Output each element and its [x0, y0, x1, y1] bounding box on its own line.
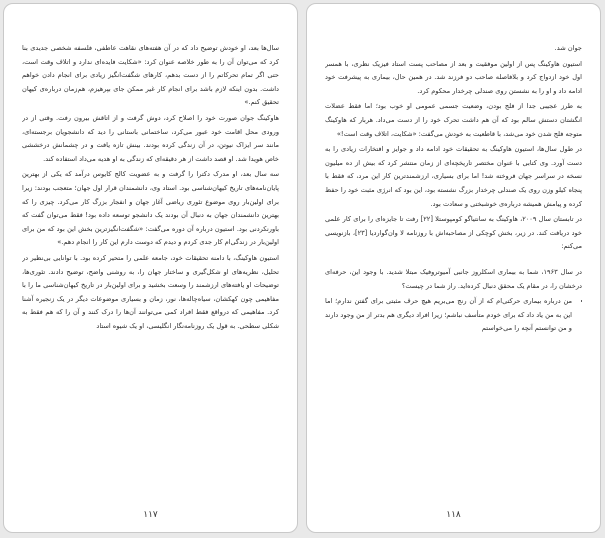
paragraph: هاوکینگ جوان صورت خود را اصلاح کرد، دوش گرفت و از اتاقش بیرون رفت. وقتی از در ورودی محل اقامت خود عبور می‌کرد، ساختمانی باستانی را دید که دانشجویان برجسته‌ای، مانند سر ایزاک نیوتن، در آن زندگی کرده بودند. بینش تازه یافت و در چشمانش درخششی خاص هویدا شد. او قصد داشت از هر دقیقه‌ای که زندگی به او هدیه می‌داد استفاده کند. [22, 113, 279, 163]
paragraph: استیون هاوکینگ پس از اولین موفقیت و بعد از مصاحب پست استاد فیزیک نظری، با همسر اول خود ازدواج کرد و بلافاصله صاحب دو فرزند شد. در همین حال، بیماری به پیشرفت خود ادامه داد و او را به نشستن روی صندلی چرخدار محکوم کرد. [325, 59, 582, 95]
paragraph: در طول سال‌ها، استیون هاوکینگ به تحقیقات خود ادامه داد و جوایز و افتخارات زیادی را به دست آورد. وی کتابی با عنوان مختصر تاریخچه‌ای از زمان منتشر کرد که بیش از ده میلیون نسخه در سراسر جهان فروخته شد! اما برای بسیاری، ارزشمندترین کار این مرد، که فقط با پنجاه کیلو وزن روی یک صندلی چرخدار بزرگ نشسته بود، این بود که انرژی مثبت خود را حفظ کرده و پیامش همیشه درباره‌ی خوشبختی و سعادت بود. [325, 145, 582, 208]
page-number: ۱۱۷ [143, 510, 158, 520]
paragraph: جوان شد. [554, 44, 582, 52]
paragraph: سال‌ها بعد، او خودش توضیح داد که در آن هفته‌های نقاهت عاطفی، فلسفه شخصی جدیدی بنا کرد که می‌توان آن را به طور خلاصه عنوان کرد: «شکایت فایده‌ای ندارد و اتلاف وقت است، حتی اگر تمام تحرکاتم را از دست بدهم، کارهای شگفت‌انگیز زیادی برای انجام دادن خواهم داشت. بدون اینکه لازم باشد برای انجام کار غیر ممکن جای بپرهیزم، هم‌زمان درباره‌ی کیهان تحقیق کنم.» [22, 44, 279, 107]
bullet-item: • من درباره بیماری حرکتی‌ام که از آن رنج می‌بریم هیچ حرف مثبتی برای گفتن ندارم؛ اما این به من یاد داد که برای خودم متأسف نباشم؛ زیرا افراد دیگری هم بدتر از من وجود دارند و من توانستم آنچه را می‌خواستم [325, 295, 572, 336]
paragraph: سه سال بعد، او مدرک دکترا را گرفت و به عضویت کالج کایوس درآمد که یکی از بهترین پایان‌نامه‌های تاریخ کیهان‌شناسی بود. استاد وی، دانشمندان قرار اول جهان؛ متعجب بودند: زیرا برای اولین‌بار روی موضوع تئوری ریاضی آغاز جهان و انفجار بزرگ کار می‌کرد. چیزی را که بهترین دانشمندان جهان به دنبال آن بودند یک دانشجو توسعه داده بود! فقط می‌توان گفت که باورنکردنی بود. استیون درباره آن دوره می‌گفت: «شگفت‌انگیزترین بخش این بود که من برای اولین‌بار در زندگی‌ام کار جدی کردم و دیدم که دوست دارم این کار را انجام دهم.» [22, 170, 279, 247]
right-page [306, 3, 601, 533]
left-page [3, 3, 298, 533]
bullet-list [325, 295, 582, 336]
paragraph: استیون هاوکینگ، با دامنه تحقیقات خود، جامعه علمی را متحیر کرده بود. با توانایی بی‌نظیر در تحلیل، نظریه‌های او شکل‌گیری و ساختار جهان را، به روشنی واضح، توضیح دادند. تئوری‌ها، توضیحات او یافته‌های ارزشمند را وسعت بخشید و برای اولین‌بار در تاریخ کیهان‌شناسی ما را با مفاهیمی چون کهکشان، سیاه‌چاله‌ها، نور، زمان و بسیاری موضوعات دیگر در یک زنجیره آشنا کرد. مفاهیمی که درواقع فقط افراد کمی می‌توانند آن‌ها را درک کنند و آن را که هم فقط به شکلی سطحی. به قول یک روزنامه‌نگار انگلیسی، او یک شیوه استاد [22, 253, 279, 330]
page-number: ۱۱۸ [446, 510, 461, 520]
paragraph: به طرز عجیبی جدا از فلج بودن، وضعیت جسمی عمومی او خوب بود؛ اما فقط عضلات انگشتان دستش سالم بود که آن هم داشت تحرک خود را از دست می‌داد. هربار که هاوکینگ متوجه فلج شدن خود می‌شد، با قاطعیت به خودش می‌گفت: «شکایت، اتلاف وقت است!» [325, 102, 582, 138]
left-page-text [22, 42, 279, 498]
interview-question: در سال ۱۹۶۳، شما به بیماری اسکلروز جانبی آمیوتروفیک مبتلا شدید. با وجود این، حرفه‌ای درخشان را، در مقام یک محقق دنبال کرده‌اید. راز شما در چیست؟ [325, 267, 582, 290]
paragraph: در تابستان سال ۲۰۰۹، هاوکینگ به سانتیاگو کومپوستلا [۲۲] رفت تا جایزه‌ای را برای کار علمی خود دریافت کند. در زیر، بخش کوچکی از مصاحبه‌اش با روزنامه لا وان‌گواردیا [۲۳]، بازنویسی می‌کنم: [325, 215, 582, 251]
right-page-text [325, 42, 582, 498]
